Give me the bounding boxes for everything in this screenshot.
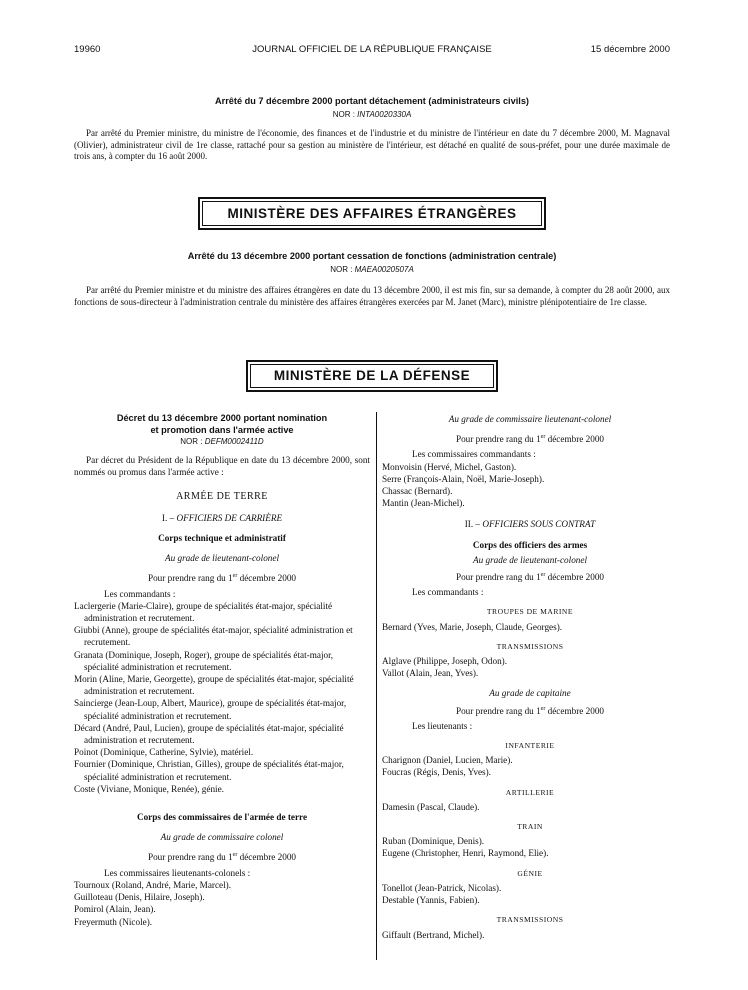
grade-heading: Au grade de lieutenant-colonel [472, 554, 588, 565]
column-divider [376, 412, 377, 960]
ministry-box-affaires-etrangeres [198, 197, 546, 230]
arrete-2-text: Par arrêté du Premier ministre et du ministre des affaires étrangères en date du 13 décembre 2000, il est mis fin, sur sa demande, à compter du 28 août 2000, aux fonctions de sous-directeur à l'administration centrale du ministère des affaires étrangères exercées par M. Janet (Marc), ministre plénipotentiaire de 1re classe. [74, 285, 670, 307]
list-item: Laclergerie (Marie-Claire), groupe de spécialités état-major, spécialité administration et recrutement. [74, 600, 333, 624]
list-item: Giffault (Bertrand, Michel). [382, 929, 485, 940]
commandants-label: Les commandants : [412, 587, 484, 598]
arrete-2-title: Arrêté du 13 décembre 2000 portant cessation de fonctions (administration centrale) [187, 251, 557, 261]
list-item: Giubbi (Anne), groupe de spécialités état-major, spécialité administration et recrutement. [74, 625, 353, 648]
list-item: Foucras (Régis, Denis, Yves). [382, 767, 491, 778]
list-item: Charignon (Daniel, Lucien, Marie). [382, 755, 513, 766]
commissaires-label: Les commissaires commandants : [412, 449, 536, 460]
rank-date: Pour prendre rang du 1er décembre 2000 [455, 434, 605, 445]
list-item: Granata (Dominique, Joseph, Roger), groupe de spécialités état-major, spécialité administration et recrutement. [74, 649, 334, 672]
grade-heading: Au grade de lieutenant-colonel [164, 553, 280, 564]
list-item: Ruban (Dominique, Denis). [382, 836, 485, 847]
list-item: Tournoux (Roland, André, Marie, Marcel). [74, 879, 232, 890]
list-item: Freyermuth (Nicole). [74, 916, 153, 927]
lieutenants-label: Les lieutenants : [412, 720, 473, 731]
list-item: Saincierge (Jean-Loup, Albert, Maurice), groupe de spécialités état-major, spécialité administration et recrutement. [74, 698, 347, 721]
corps-heading: Corps technique et administratif [158, 533, 286, 544]
rank-date: Pour prendre rang du 1er décembre 2000 [147, 852, 297, 863]
issue-date: 15 décembre 2000 [590, 44, 670, 55]
grade-heading: Au grade de capitaine [489, 688, 571, 699]
running-header [74, 44, 670, 58]
arrete-1-nor: NOR : INTA0020330A [332, 110, 412, 119]
corps-heading: Corps des commissaires de l'armée de terre [136, 812, 308, 823]
journal-title: JOURNAL OFFICIEL DE LA RÉPUBLIQUE FRANÇAISE [252, 44, 492, 55]
list-item: Guilloteau (Denis, Hilaire, Joseph). [74, 892, 205, 903]
list-item: Morin (Aline, Marie, Georgette), groupe de spécialités état-major, spécialité administration et recrutement. [74, 674, 354, 697]
page-number: 19960 [74, 44, 101, 55]
arrete-2-nor: NOR : MAEA0020507A [330, 265, 414, 274]
army-heading: ARMÉE DE TERRE [176, 490, 268, 502]
decret-intro: Par décret du Président de la République en date du 13 décembre 2000, sont nommés ou promus dans l'armée active : [74, 455, 370, 478]
arm-heading: TRANSMISSIONS [496, 641, 564, 651]
list-item: Eugene (Christopher, Henri, Raymond, Elie). [382, 848, 549, 859]
commandants-label: Les commandants : [104, 588, 176, 599]
nor-code: MAEA0020507A [354, 265, 414, 274]
right-column [382, 412, 678, 941]
list-item: Monvoisin (Hervé, Michel, Gaston). [382, 461, 517, 472]
arm-heading: GÉNIE [517, 868, 543, 878]
list-item: Mantin (Jean-Michel). [382, 498, 465, 509]
list-item: Tonellot (Jean-Patrick, Nicolas). [382, 882, 502, 893]
rank-date: Pour prendre rang du 1er décembre 2000 [147, 573, 297, 584]
grade-heading: Au grade de commissaire lieutenant-colonel [448, 414, 612, 424]
nor-code: DEFM0002411D [204, 437, 264, 446]
list-item: Destable (Yannis, Fabien). [382, 895, 480, 906]
rank-date: Pour prendre rang du 1er décembre 2000 [455, 705, 605, 716]
list-item: Fournier (Dominique, Christian, Gilles), groupe de spécialités état-major, spécialité administration et recrutement. [74, 759, 344, 782]
list-item: Damesin (Pascal, Claude). [382, 801, 480, 812]
list-item: Serre (François-Alain, Noël, Marie-Joseph). [382, 473, 545, 484]
ministry-box-defense [246, 360, 498, 392]
decret-title-line-2: et promotion dans l'armée active [150, 425, 294, 435]
rank-date: Pour prendre rang du 1er décembre 2000 [455, 571, 605, 583]
list-item: Coste (Viviane, Monique, Renée), génie. [74, 783, 224, 794]
list-item: Poinot (Dominique, Catherine, Sylvie), matériel. [74, 747, 254, 758]
grade-heading: Au grade de commissaire colonel [160, 832, 284, 843]
arm-heading: ARTILLERIE [505, 787, 555, 797]
arrete-1-title: Arrêté du 7 décembre 2000 portant détachement (administrateurs civils) [214, 96, 529, 106]
arm-heading: TRANSMISSIONS [496, 915, 564, 925]
list-item: Pomirol (Alain, Jean). [74, 904, 156, 915]
decret-title-line-1: Décret du 13 décembre 2000 portant nomination [116, 413, 328, 423]
list-item: Vallot (Alain, Jean, Yves). [382, 668, 479, 679]
arm-heading: TRAIN [517, 822, 543, 832]
section-heading: I. – OFFICIERS DE CARRIÈRE [161, 512, 283, 523]
decret-nor: NOR : DEFM0002411D [180, 437, 264, 446]
list-item: Alglave (Philippe, Joseph, Odon). [382, 656, 508, 667]
arm-heading: TROUPES DE MARINE [486, 607, 574, 617]
nor-code: INTA0020330A [357, 110, 412, 119]
commissaires-label: Les commissaires lieutenants-colonels : [104, 867, 251, 878]
arrete-1-text: Par arrêté du Premier ministre, du ministre de l'économie, des finances et de l'industrie et du ministre de l'intérieur en date du 7 décembre 2000, M. Magnaval (Olivier), administrateur civil de 1re classe, rattaché pour sa gestion au ministère de l'intérieur, est détaché en qualité de sous-préfet, pour une durée maximale de trois ans, à compter du 16 août 2000. [74, 128, 670, 162]
ministry-name: MINISTÈRE DES AFFAIRES ÉTRANGÈRES [202, 201, 542, 226]
list-item: Bernard (Yves, Marie, Joseph, Claude, Georges). [382, 621, 563, 632]
corps-heading: Corps des officiers des armes [472, 539, 588, 550]
list-item: Décard (André, Paul, Lucien), groupe de spécialités état-major, spécialité administration et recrutement. [74, 722, 344, 746]
left-column [74, 412, 370, 928]
section-heading: II. – OFFICIERS SOUS CONTRAT [464, 519, 596, 530]
arm-heading: INFANTERIE [505, 741, 555, 751]
list-item: Chassac (Bernard). [382, 486, 453, 497]
ministry-name: MINISTÈRE DE LA DÉFENSE [250, 364, 494, 388]
